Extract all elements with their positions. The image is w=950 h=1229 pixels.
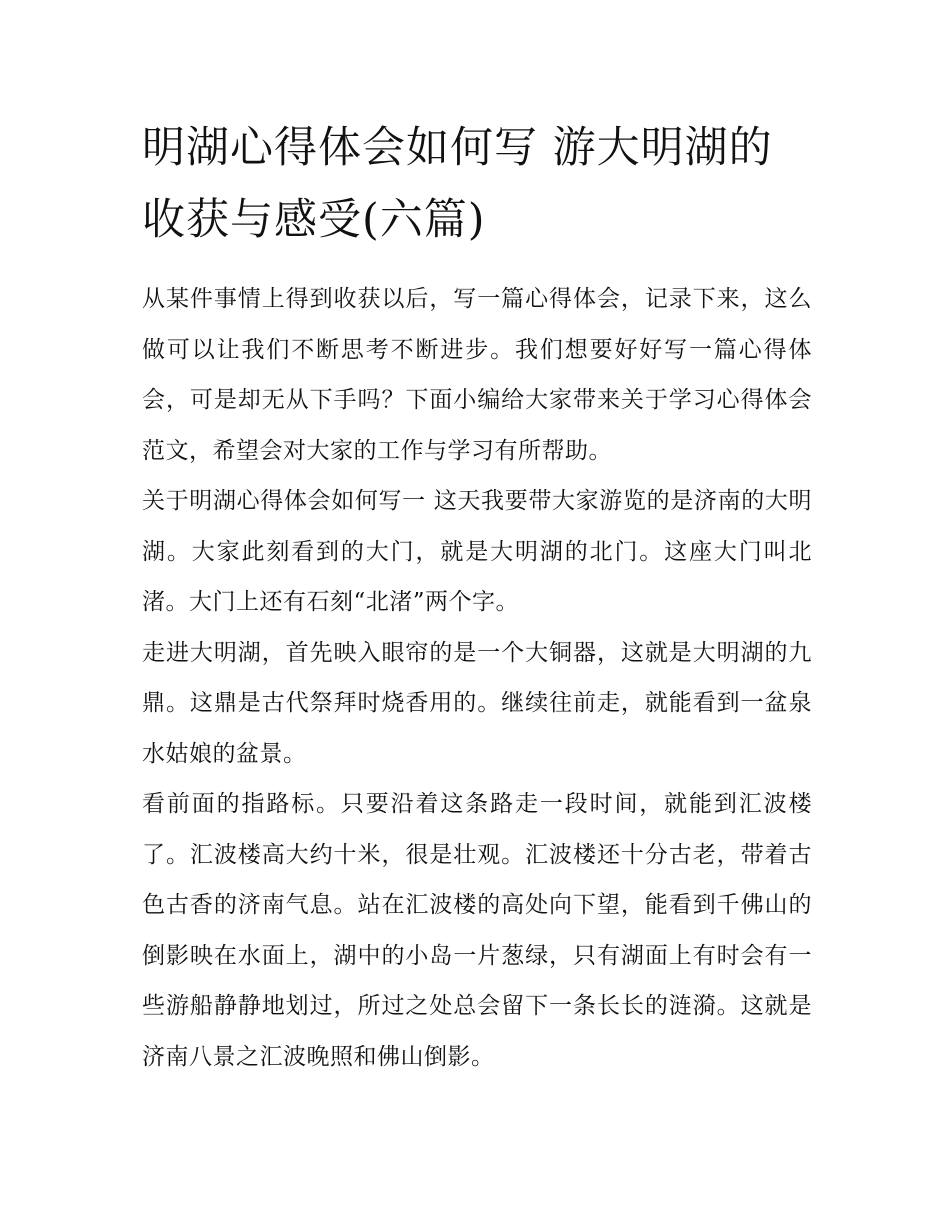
paragraph-nine-ding: 走进大明湖，首先映入眼帘的是一个大铜器，这就是大明湖的九鼎。这鼎是古代祭拜时烧香用的。继续往前走，就能看到一盆泉水姑娘的盆景。: [142, 639, 812, 767]
document-title: 明湖心得体会如何写 游大明湖的收获与感受(六篇): [142, 123, 773, 245]
document-body: [142, 274, 812, 1082]
document-page: [142, 112, 812, 1082]
paragraph-north-gate: 关于明湖心得体会如何写一 这天我要带大家游览的是济南的大明湖。大家此刻看到的大门，就是大明湖的北门。这座大门叫北渚。大门上还有石刻“北渚”两个字。: [142, 488, 812, 615]
paragraph-intro: 从某件事情上得到收获以后，写一篇心得体会，记录下来，这么做可以让我们不断思考不断进步。我们想要好好写一篇心得体会，可是却无从下手吗？下面小编给大家带来关于学习心得体会范文，希望会对大家的工作与学习有所帮助。: [142, 286, 812, 464]
paragraph-huibo-tower: 看前面的指路标。只要沿着这条路走一段时间，就能到汇波楼了。汇波楼高大约十米，很是壮观。汇波楼还十分古老，带着古色古香的济南气息。站在汇波楼的高处向下望，能看到千佛山的倒影映在水面上，湖中的小岛一片葱绿，只有湖面上有时会有一些游船静静地划过，所过之处总会留下一条长长的涟漪。这就是济南八景之汇波晚照和佛山倒影。: [142, 791, 812, 1070]
